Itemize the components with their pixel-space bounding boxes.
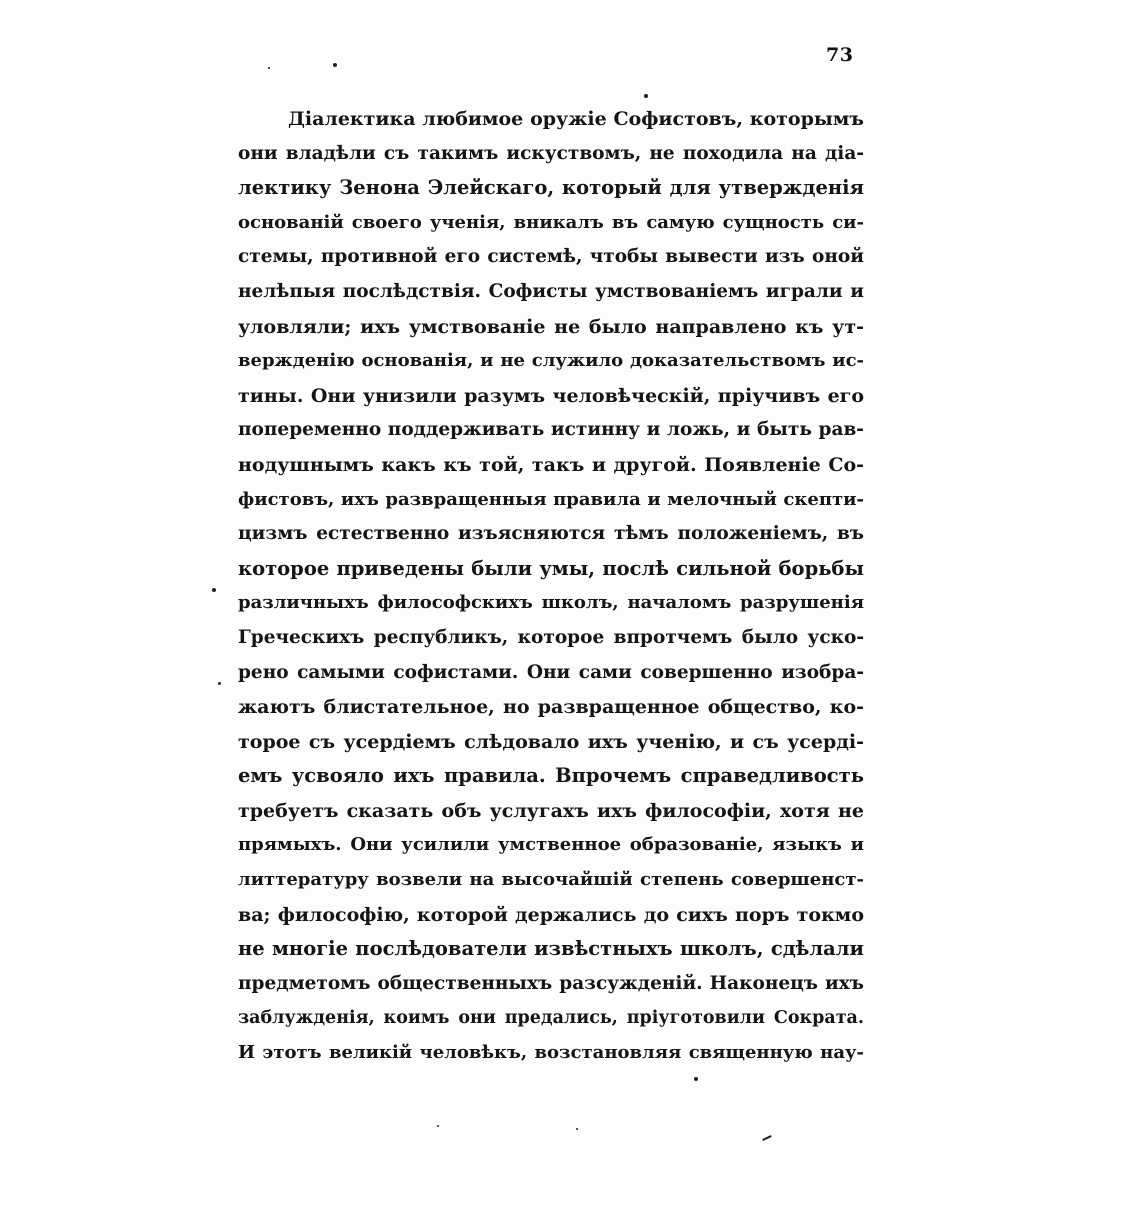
scan-speck <box>212 588 216 592</box>
text-line: жаютъ блистательное, но развращенное общество, ко- <box>238 696 864 719</box>
text-line: уловляли; ихъ умствованіе не было направлено къ ут- <box>238 315 864 338</box>
page-number: 73 <box>826 44 854 66</box>
text-line: ва; философію, которой держались до сихъ поръ токмо <box>238 903 864 926</box>
scan-speck <box>762 1135 772 1141</box>
text-line: Діалектика любимое оружіе Софистовъ, которымъ <box>288 108 864 130</box>
text-line: требуетъ сказать объ услугахъ ихъ философіи, хотя не <box>238 799 864 822</box>
text-line: торое съ усердіемъ слѣдовало ихъ ученію, и съ усердi- <box>238 730 864 753</box>
scan-speck <box>437 1125 439 1127</box>
text-line: они владѣли съ такимъ искуствомъ, не походила на діа- <box>238 142 864 164</box>
text-line: И этотъ великій человѣкъ, возстановляя священную нау- <box>238 1042 864 1064</box>
text-line: попеременно поддерживать истинну и ложь, и быть рав- <box>238 419 864 441</box>
text-line: нелѣпыя послѣдствія. Софисты умствованіемъ играли и <box>238 280 864 302</box>
scan-speck <box>694 1077 698 1081</box>
text-line: прямыхъ. Они усилили умственное образованіе, языкъ и <box>238 834 864 856</box>
text-line: цизмъ естественно изъясняются тѣмъ положеніемъ, въ <box>238 523 864 545</box>
body-text <box>238 102 864 1071</box>
text-line: рено самыми софистами. Они сами совершенно изобра- <box>238 661 864 683</box>
text-line: которое приведены были умы, послѣ сильной борьбы <box>238 556 864 580</box>
text-line: тины. Они унизили разумъ человѣческій, пріучивъ его <box>238 384 864 407</box>
text-line: фистовъ, ихъ развращенныя правила и мелочный скепти- <box>238 488 864 510</box>
scan-speck <box>644 94 648 98</box>
text-line: различныхъ философскихъ школъ, началомъ разрушенія <box>238 592 864 614</box>
text-line: нодушнымъ какъ къ той, такъ и другой. Появленіе Со- <box>238 453 864 476</box>
text-line: заблужденія, коимъ они предались, пріуготовили Сократа. <box>238 1008 864 1029</box>
text-line: литтературу возвели на высочайшій степень совершенст- <box>238 869 864 891</box>
text-line: лектику Зенона Элейскаго, который для утвержденія <box>238 176 864 200</box>
scan-speck <box>218 682 221 685</box>
text-line: основаній своего ученія, вникалъ въ самую сущность си- <box>238 211 864 233</box>
scan-speck <box>268 67 270 69</box>
scan-speck <box>576 1128 578 1130</box>
text-line: вержденію основанія, и не служило доказательствомъ ис- <box>238 350 864 372</box>
text-line: емъ усвояло ихъ правила. Впрочемъ справедливость <box>238 764 864 788</box>
text-line: предметомъ общественныхъ разсужденій. Наконецъ ихъ <box>238 972 864 994</box>
text-line: не многіе послѣдователи извѣстныхъ школъ, сдѣлали <box>238 937 864 961</box>
text-line: Греческихъ республикъ, которое впротчемъ было уско- <box>238 626 864 648</box>
scan-speck <box>333 63 337 67</box>
text-line: стемы, противной его системѣ, чтобы вывести изъ оной <box>238 246 864 268</box>
